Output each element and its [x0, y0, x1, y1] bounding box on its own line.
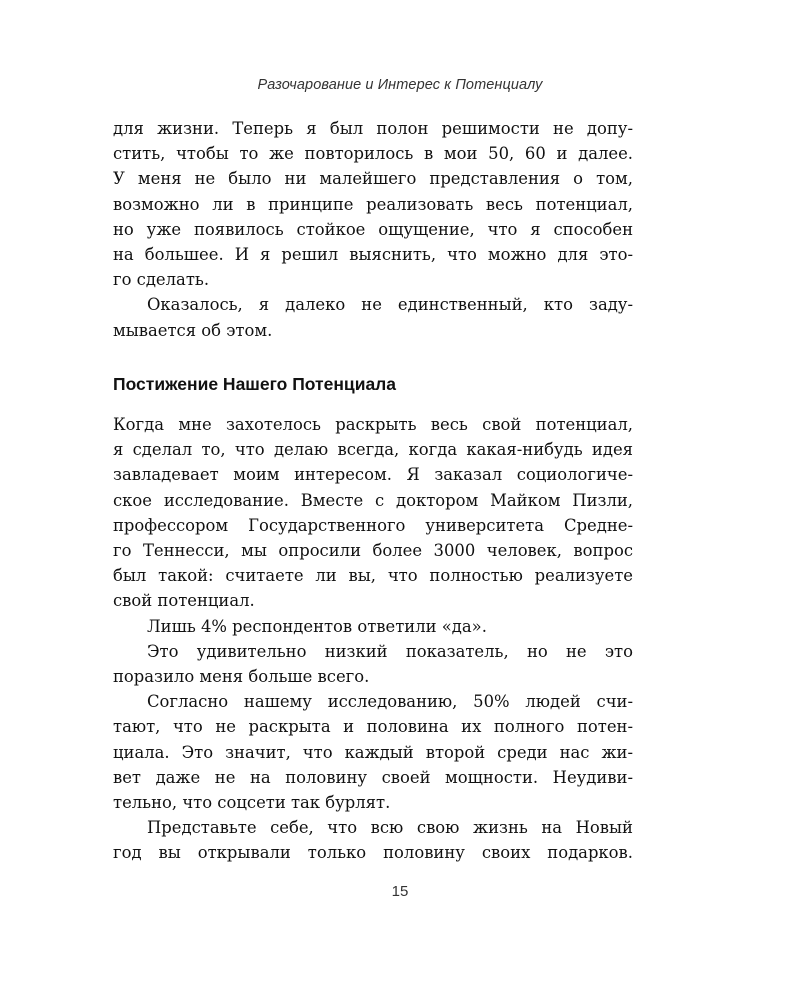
text-line: Это удивительно низкий показатель, но не это: [147, 641, 633, 661]
text-line: Когда мне захотелось раскрыть весь свой потенциал,: [113, 415, 633, 434]
text-line: циала. Это значит, что каждый второй среди нас жи-: [113, 742, 633, 762]
text-line: тают, что не раскрыта и половина их полного потен-: [113, 717, 633, 737]
text-line: Согласно нашему исследованию, 50% людей счи-: [147, 692, 633, 712]
text-line: для жизни. Теперь я был полон решимости не допу-: [113, 119, 633, 138]
text-line: я сделал то, что делаю всегда, когда какая-нибудь идея: [113, 440, 633, 460]
text-line: профессором Государственного университета Средне-: [113, 515, 633, 535]
text-line: Представьте себе, что всю свою жизнь на Новый: [147, 818, 633, 838]
text-line: го сделать.: [113, 270, 210, 290]
text-line: тельно, что соцсети так бурлят.: [113, 793, 391, 813]
text-line: вет даже не на половину своей мощности. Неудиви-: [113, 767, 633, 787]
text-line: поразило меня больше всего.: [113, 667, 370, 687]
text-line: У меня не было ни малейшего представления о том,: [113, 169, 633, 189]
text-line: завладевает моим интересом. Я заказал социологиче-: [113, 465, 633, 485]
running-head: Разочарование и Интерес к Потенциалу: [257, 77, 543, 93]
text-line: Оказалось, я далеко не единственный, кто заду-: [147, 295, 633, 315]
text-line: стить, чтобы то же повторилось в мои 50, 60 и далее.: [113, 144, 633, 164]
text-line: но уже появилось стойкое ощущение, что я способен: [113, 219, 633, 239]
body-text-section-1: [113, 116, 633, 343]
text-line: был такой: считаете ли вы, что полностью реализуете: [113, 566, 633, 586]
text-line: ское исследование. Вместе с доктором Майком Пизли,: [113, 490, 633, 510]
text-line: возможно ли в принципе реализовать весь потенциал,: [113, 194, 633, 214]
section-heading: Постижение Нашего Потенциала: [113, 374, 397, 394]
text-line: на большее. И я решил выяснить, что можно для это-: [113, 245, 633, 265]
text-line: год вы открывали только половину своих подарков.: [113, 843, 633, 863]
text-line: свой потенциал.: [113, 591, 255, 611]
body-text-section-2: [113, 412, 633, 866]
text-line: мывается об этом.: [113, 320, 273, 340]
page-number: 15: [391, 883, 409, 900]
text-line: го Теннесси, мы опросили более 3000 человек, вопрос: [113, 541, 633, 561]
text-line: Лишь 4% респондентов ответили «да».: [147, 616, 487, 636]
